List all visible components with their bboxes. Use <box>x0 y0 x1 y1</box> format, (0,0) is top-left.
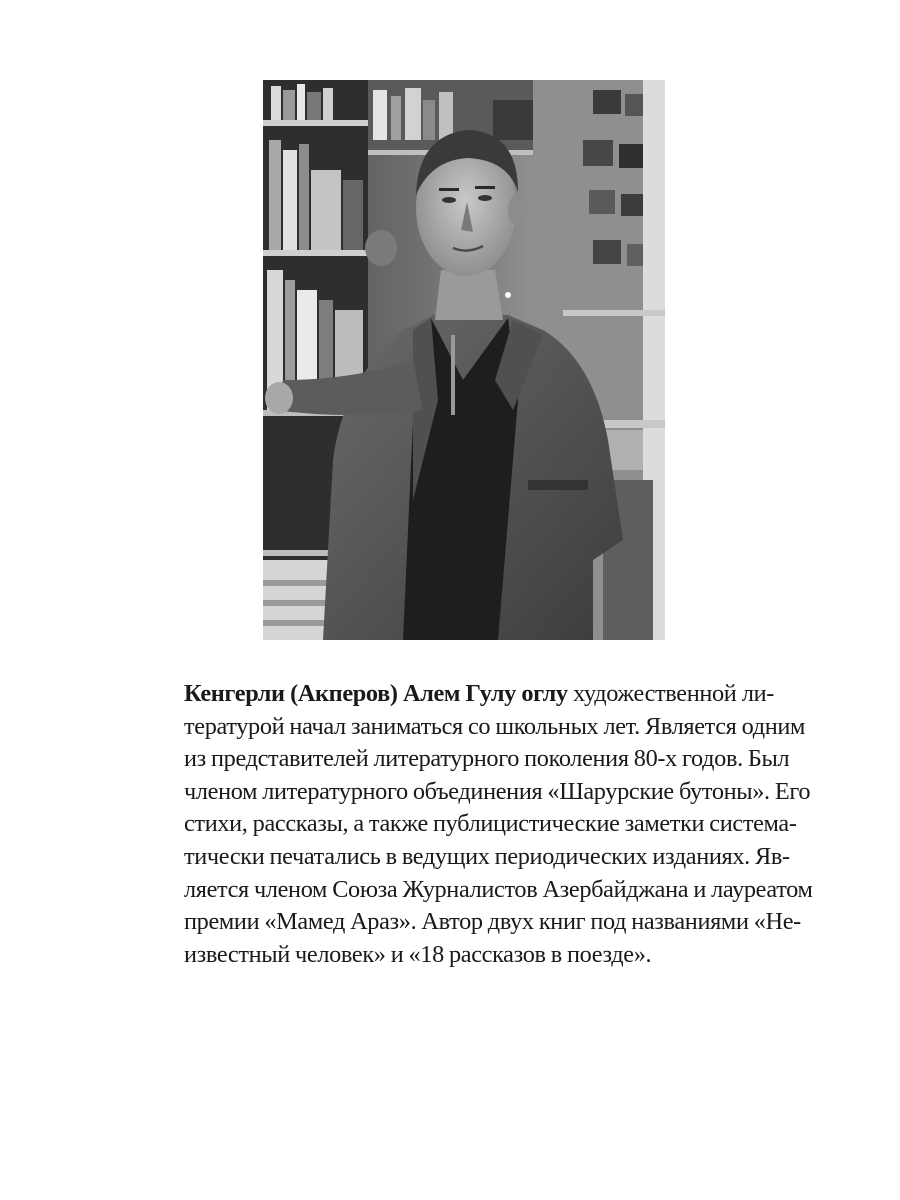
bio-line-2: тературой начал заниматься со школьных лет. Является одним <box>184 712 806 740</box>
author-portrait-photo <box>263 80 665 640</box>
bio-line-3: из представителей литературного поколения 80-х годов. Был <box>184 745 790 773</box>
bio-line-9: известный человек» и «18 рассказов в поезде». <box>184 940 652 968</box>
bio-line-8: премии «Мамед Араз». Автор двух книг под названиями «Не- <box>184 908 801 936</box>
background-person <box>365 230 397 266</box>
bio-line-5: стихи, рассказы, а также публицистические заметки система- <box>184 810 797 838</box>
author-name: Кенгерли (Акперов) Алем Гулу оглу <box>184 680 568 707</box>
bio-line-4: членом литературного объединения «Шарурские бутоны». Его <box>184 777 811 805</box>
portrait-illustration <box>263 80 665 640</box>
author-biography <box>184 678 813 971</box>
bio-line-1 <box>184 678 774 711</box>
bio-line-6: тически печатались в ведущих периодических изданиях. Яв- <box>184 842 790 870</box>
bio-line-1-rest: художественной ли- <box>567 680 774 707</box>
bio-line-7: ляется членом Союза Журналистов Азербайджана и лауреатом <box>184 875 813 903</box>
